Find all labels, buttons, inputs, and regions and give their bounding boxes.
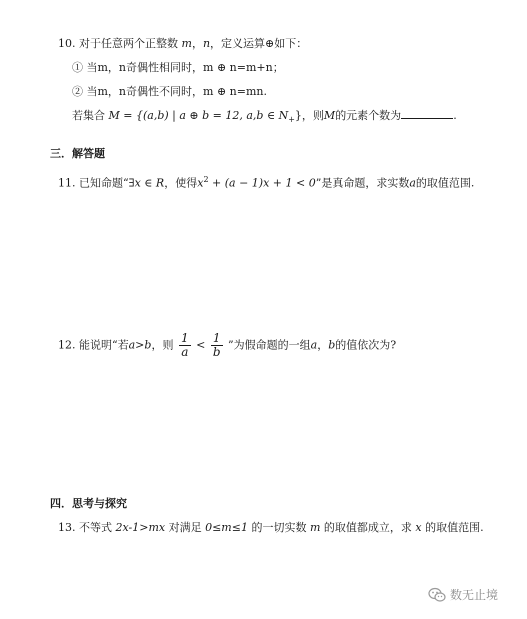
- question-number: 11.: [58, 176, 76, 190]
- question-text: 的值依次为?: [335, 338, 397, 352]
- fraction-denominator: a: [181, 345, 189, 359]
- question-text: ，: [317, 338, 329, 352]
- question-text: 对于任意两个正整数: [79, 37, 178, 50]
- question-text: 对满足: [168, 521, 202, 534]
- question-text: ，则: [151, 338, 174, 352]
- question-12: [58, 332, 396, 362]
- set-expression: M = {(a,b) | a ⊕ b = 12, a,b ∈ N: [108, 109, 289, 122]
- fraction-one-over-a: [179, 332, 191, 359]
- wechat-icon: [428, 587, 446, 603]
- question-11: [58, 172, 474, 192]
- set-subscript: +: [288, 115, 295, 125]
- variable-m: m: [181, 37, 192, 50]
- variable-a: a: [409, 176, 416, 190]
- section-title: 四．思考与探究: [50, 497, 127, 510]
- question-text: 的一切实数: [251, 521, 307, 534]
- question-text: ”为假命题的一组: [228, 338, 311, 352]
- variable-b: b: [328, 338, 336, 352]
- answer-blank: [401, 106, 453, 119]
- question-13: [58, 520, 484, 536]
- question-text: ，则: [301, 109, 324, 122]
- variable-a: a: [310, 338, 318, 352]
- case-marker: ①: [72, 61, 83, 74]
- fraction-numerator: 1: [180, 331, 189, 345]
- math-expression: + (a − 1)x + 1 < 0: [208, 176, 316, 190]
- question-text: 不等式: [79, 521, 112, 534]
- variable-m: m: [309, 521, 321, 534]
- watermark: [428, 586, 498, 603]
- condition: a>b: [128, 338, 152, 352]
- case-text: 当m，n奇偶性相同时，m ⊕ n=m+n；: [86, 61, 284, 74]
- variable-M: M: [323, 109, 336, 122]
- case-text: 当m，n奇偶性不同时，m ⊕ n=mn.: [86, 85, 267, 98]
- question-text: 已知命题“: [79, 176, 129, 190]
- question-10-intro: [58, 36, 307, 52]
- question-text: 的元素个数为: [335, 109, 402, 122]
- question-text: 若集合: [72, 109, 105, 122]
- variable-n: n: [202, 37, 211, 50]
- math-expression: x: [197, 176, 204, 190]
- fraction-numerator: 1: [211, 332, 223, 346]
- question-text: ，定义运算⊕如下：: [210, 37, 308, 50]
- case-marker: ②: [72, 85, 83, 98]
- less-than: <: [196, 338, 206, 352]
- watermark-text: 数无止境: [450, 588, 499, 602]
- period: .: [453, 109, 457, 122]
- question-text: 的取值范围.: [415, 176, 475, 190]
- question-number: 12.: [58, 338, 76, 352]
- question-10-case-2: [72, 84, 267, 100]
- math-expression: ∃x ∈ R: [128, 176, 165, 190]
- section-title: 三．解答题: [50, 147, 105, 160]
- question-number: 10.: [58, 37, 76, 50]
- inequality: 2x-1>mx: [115, 521, 166, 534]
- fraction-denominator: b: [212, 345, 221, 359]
- set-close: }: [294, 109, 302, 122]
- question-10-set: [72, 106, 457, 128]
- question-text: ，使得: [164, 176, 198, 190]
- exponent: 2: [203, 175, 209, 184]
- question-text: ”是真命题，求实数: [315, 176, 410, 190]
- comma: ，: [191, 37, 203, 50]
- fraction-one-over-b: [211, 332, 223, 359]
- question-text: 的取值范围.: [425, 521, 484, 534]
- question-number: 13.: [58, 521, 76, 534]
- question-text: 的取值都成立，求: [323, 521, 412, 534]
- variable-x: x: [415, 521, 422, 534]
- question-10-case-1: [72, 60, 284, 76]
- question-text: 能说明“若: [79, 338, 129, 352]
- range: 0≤m≤1: [205, 521, 248, 534]
